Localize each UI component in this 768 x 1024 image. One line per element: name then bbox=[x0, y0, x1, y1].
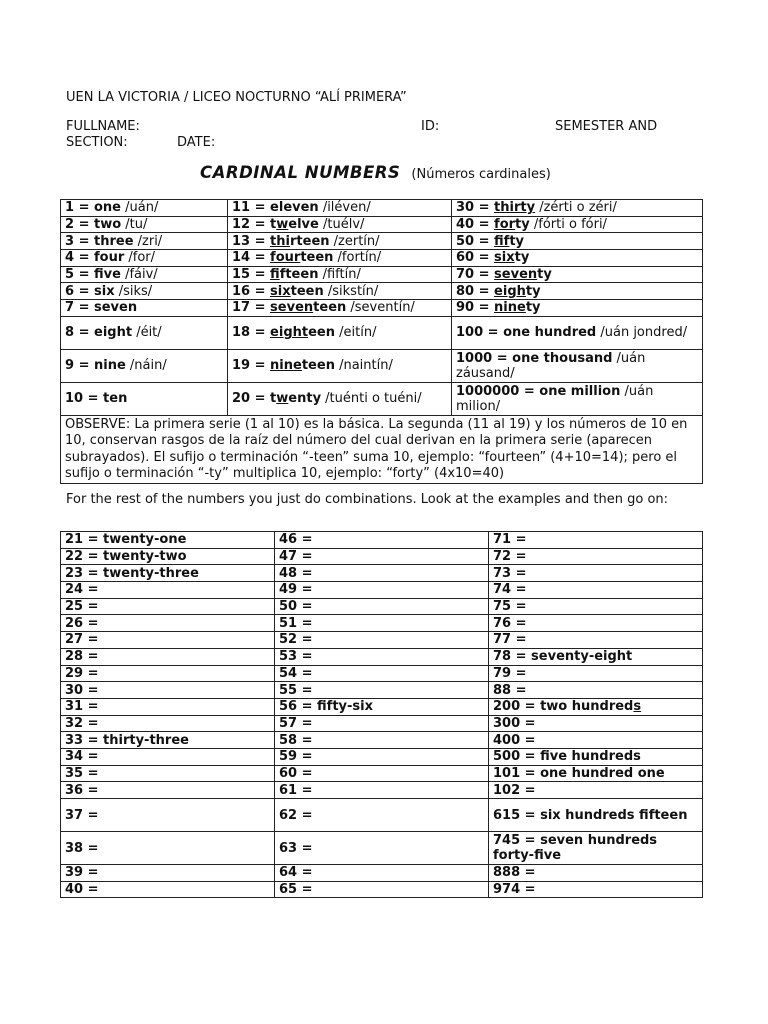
exercise-cell bbox=[275, 682, 489, 699]
number-value: 10 = bbox=[65, 391, 104, 407]
number-word: four bbox=[94, 250, 125, 266]
number-word: thirty bbox=[494, 200, 536, 216]
pronunciation: /uán milion/ bbox=[456, 383, 654, 414]
number-value: 17 = bbox=[232, 300, 271, 316]
exercise-text: 25 = bbox=[65, 599, 99, 615]
exercise-text: 21 = twenty-one bbox=[65, 532, 187, 548]
observe-note: OBSERVE: La primera serie (1 al 10) es la básica. La segunda (11 al 19) y los números de 10 en 10, conservan rasgos de la raíz del número del cual derivan en la primera serie (aparecen subrayados). El sufijo o terminación “-teen” suma 10, ejemplo: “fourteen” (4+10=14); pero el sufijo o terminación “-ty” multiplica 10, ejemplo: “forty” (4x10=40) bbox=[61, 415, 703, 483]
exercise-cell bbox=[489, 832, 703, 865]
exercise-cell bbox=[489, 565, 703, 582]
number-value: 12 = bbox=[232, 217, 271, 233]
number-cell bbox=[228, 216, 452, 233]
exercise-text: 58 = bbox=[279, 732, 313, 748]
number-word: twenty bbox=[270, 391, 322, 407]
pronunciation: /fortín/ bbox=[333, 250, 382, 266]
number-cell bbox=[61, 300, 228, 317]
exercise-cell bbox=[61, 532, 275, 549]
number-word: fifty bbox=[494, 233, 525, 249]
number-cell bbox=[228, 233, 452, 250]
exercise-text: 40 = bbox=[65, 882, 99, 898]
exercise-cell bbox=[489, 715, 703, 732]
exercise-cell bbox=[275, 615, 489, 632]
number-cell bbox=[452, 266, 703, 283]
pronunciation: /tu/ bbox=[121, 217, 148, 233]
exercise-text: 29 = bbox=[65, 665, 99, 681]
number-word: seven bbox=[94, 300, 138, 316]
exercise-cell bbox=[489, 532, 703, 549]
exercise-cell bbox=[275, 715, 489, 732]
exercise-text: 46 = bbox=[279, 532, 313, 548]
exercise-cell bbox=[489, 865, 703, 882]
number-word: sixty bbox=[494, 250, 530, 266]
exercise-cell bbox=[275, 765, 489, 782]
exercise-text: 32 = bbox=[65, 715, 99, 731]
exercise-cell bbox=[489, 748, 703, 765]
number-value: 6 = bbox=[65, 283, 94, 299]
number-value: 1000 = bbox=[456, 350, 513, 366]
exercise-cell bbox=[489, 582, 703, 599]
cardinal-numbers-table bbox=[60, 199, 703, 484]
number-word: sixteen bbox=[270, 283, 324, 299]
table-row bbox=[61, 349, 703, 382]
table-row bbox=[61, 216, 703, 233]
exercise-cell bbox=[489, 732, 703, 749]
exercise-cell bbox=[61, 832, 275, 865]
exercise-text: 22 = twenty-two bbox=[65, 549, 187, 565]
exercise-cell bbox=[61, 732, 275, 749]
table-row bbox=[61, 632, 703, 649]
pronunciation: /zri/ bbox=[133, 233, 163, 249]
exercise-text: 745 = seven hundreds forty-five bbox=[493, 833, 658, 863]
table-row bbox=[61, 832, 703, 865]
number-cell bbox=[228, 266, 452, 283]
exercise-cell bbox=[61, 615, 275, 632]
exercise-text: 24 = bbox=[65, 582, 99, 598]
exercise-cell bbox=[275, 782, 489, 799]
number-value: 40 = bbox=[456, 217, 495, 233]
exercise-text: 615 = six hundreds fifteen bbox=[493, 807, 688, 823]
number-cell bbox=[61, 316, 228, 349]
exercise-text: 31 = bbox=[65, 699, 99, 715]
pronunciation: /naintín/ bbox=[334, 358, 393, 374]
number-value: 7 = bbox=[65, 300, 94, 316]
exercise-text: 48 = bbox=[279, 565, 313, 581]
number-value: 100 = bbox=[456, 325, 504, 341]
number-value: 30 = bbox=[456, 200, 495, 216]
exercise-text: 52 = bbox=[279, 632, 313, 648]
number-cell bbox=[228, 349, 452, 382]
number-word: twelve bbox=[270, 217, 319, 233]
exercise-cell bbox=[275, 732, 489, 749]
date-label: DATE: bbox=[177, 135, 216, 150]
number-cell bbox=[61, 250, 228, 267]
table-row bbox=[61, 881, 703, 898]
number-cell bbox=[452, 233, 703, 250]
pronunciation: /fórti o fóri/ bbox=[529, 217, 607, 233]
number-cell bbox=[452, 382, 703, 415]
exercise-cell bbox=[61, 865, 275, 882]
exercise-text: 50 = bbox=[279, 599, 313, 615]
exercise-cell bbox=[489, 698, 703, 715]
table-row bbox=[61, 665, 703, 682]
exercise-cell bbox=[489, 648, 703, 665]
number-cell bbox=[452, 200, 703, 217]
exercise-cell bbox=[61, 582, 275, 599]
table-row bbox=[61, 615, 703, 632]
exercise-text: 73 = bbox=[493, 565, 527, 581]
number-cell bbox=[452, 316, 703, 349]
table-row bbox=[61, 548, 703, 565]
exercise-text: 23 = twenty-three bbox=[65, 565, 199, 581]
number-cell bbox=[61, 283, 228, 300]
exercise-cell bbox=[61, 748, 275, 765]
pronunciation: /zertín/ bbox=[329, 233, 380, 249]
table-row bbox=[61, 765, 703, 782]
pronunciation: /iléven/ bbox=[318, 200, 371, 216]
exercise-text: 35 = bbox=[65, 765, 99, 781]
exercise-cell bbox=[61, 782, 275, 799]
table-row bbox=[61, 532, 703, 549]
exercise-text: 56 = fifty-six bbox=[279, 699, 373, 715]
exercise-cell bbox=[489, 615, 703, 632]
number-value: 14 = bbox=[232, 250, 271, 266]
number-cell bbox=[228, 200, 452, 217]
exercise-cell bbox=[275, 799, 489, 832]
observe-row bbox=[61, 415, 703, 483]
number-cell bbox=[452, 349, 703, 382]
exercise-text: 30 = bbox=[65, 682, 99, 698]
number-cell bbox=[61, 382, 228, 415]
exercise-text: 27 = bbox=[65, 632, 99, 648]
table-row bbox=[61, 382, 703, 415]
number-cell bbox=[228, 300, 452, 317]
number-value: 70 = bbox=[456, 267, 495, 283]
exercise-cell bbox=[489, 665, 703, 682]
number-value: 13 = bbox=[232, 233, 271, 249]
exercise-text: 49 = bbox=[279, 582, 313, 598]
number-word: three bbox=[94, 233, 134, 249]
exercise-cell bbox=[275, 548, 489, 565]
table-row bbox=[61, 782, 703, 799]
exercise-text: 60 = bbox=[279, 765, 313, 781]
exercise-text: 500 = five hundreds bbox=[493, 749, 641, 765]
number-word: seventy bbox=[494, 267, 552, 283]
number-cell bbox=[228, 283, 452, 300]
exercise-text: 300 = bbox=[493, 715, 536, 731]
exercise-cell bbox=[275, 598, 489, 615]
exercise-cell bbox=[275, 881, 489, 898]
exercise-cell bbox=[275, 632, 489, 649]
exercise-cell bbox=[489, 548, 703, 565]
exercise-cell bbox=[489, 881, 703, 898]
number-word: five bbox=[94, 267, 121, 283]
exercise-text: 36 = bbox=[65, 782, 99, 798]
number-value: 18 = bbox=[232, 325, 271, 341]
table-row bbox=[61, 865, 703, 882]
page-title bbox=[200, 163, 551, 182]
number-value: 20 = bbox=[232, 391, 271, 407]
table-row bbox=[61, 283, 703, 300]
table-row bbox=[61, 715, 703, 732]
number-word: nine bbox=[94, 358, 126, 374]
school-heading: UEN LA VICTORIA / LICEO NOCTURNO “ALÍ PRIMERA” bbox=[66, 90, 407, 105]
table-row bbox=[61, 748, 703, 765]
exercise-cell bbox=[275, 582, 489, 599]
exercise-text: 200 = two hundreds bbox=[493, 699, 642, 715]
number-cell bbox=[61, 233, 228, 250]
number-value: 1 = bbox=[65, 200, 94, 216]
exercise-cell bbox=[61, 881, 275, 898]
exercise-text: 62 = bbox=[279, 807, 313, 823]
number-value: 8 = bbox=[65, 325, 94, 341]
title-main: CARDINAL NUMBERS bbox=[200, 163, 401, 182]
pronunciation: /tuénti o tuéni/ bbox=[321, 391, 422, 407]
number-word: seventeen bbox=[270, 300, 347, 316]
table-row bbox=[61, 250, 703, 267]
number-word: two bbox=[94, 217, 122, 233]
number-word: one thousand bbox=[512, 350, 613, 366]
pronunciation: /uán jondred/ bbox=[596, 325, 688, 341]
number-word: eighteen bbox=[270, 325, 335, 341]
number-cell bbox=[452, 283, 703, 300]
exercise-cell bbox=[275, 698, 489, 715]
exercise-text: 77 = bbox=[493, 632, 527, 648]
exercise-text: 28 = bbox=[65, 649, 99, 665]
exercise-cell bbox=[61, 799, 275, 832]
exercise-text: 72 = bbox=[493, 549, 527, 565]
number-word: ten bbox=[103, 391, 128, 407]
exercise-cell bbox=[61, 682, 275, 699]
exercise-cell bbox=[489, 682, 703, 699]
number-word: eleven bbox=[270, 200, 319, 216]
number-word: six bbox=[94, 283, 115, 299]
exercise-text: 53 = bbox=[279, 649, 313, 665]
number-value: 9 = bbox=[65, 358, 94, 374]
table-row bbox=[61, 316, 703, 349]
number-word: one bbox=[94, 200, 122, 216]
number-word: eight bbox=[94, 325, 133, 341]
exercise-text: 102 = bbox=[493, 782, 536, 798]
pronunciation: /zérti o zéri/ bbox=[535, 200, 617, 216]
exercise-text: 55 = bbox=[279, 682, 313, 698]
exercise-cell bbox=[275, 865, 489, 882]
pronunciation: /uán záusand/ bbox=[456, 350, 646, 381]
number-cell bbox=[452, 250, 703, 267]
number-cell bbox=[228, 316, 452, 349]
number-word: one hundred bbox=[503, 325, 597, 341]
pronunciation: /fáiv/ bbox=[120, 267, 158, 283]
pronunciation: /fiftín/ bbox=[318, 267, 361, 283]
exercise-text: 64 = bbox=[279, 865, 313, 881]
pronunciation: /uán/ bbox=[121, 200, 159, 216]
exercise-cell bbox=[61, 765, 275, 782]
table-row bbox=[61, 300, 703, 317]
exercise-text: 888 = bbox=[493, 865, 536, 881]
exercise-text: 59 = bbox=[279, 749, 313, 765]
exercise-cell bbox=[489, 598, 703, 615]
number-word: eighty bbox=[494, 283, 541, 299]
number-value: 60 = bbox=[456, 250, 495, 266]
table-row bbox=[61, 200, 703, 217]
pronunciation: /for/ bbox=[124, 250, 156, 266]
exercise-text: 974 = bbox=[493, 882, 536, 898]
exercise-cell bbox=[489, 799, 703, 832]
number-value: 4 = bbox=[65, 250, 94, 266]
number-value: 3 = bbox=[65, 233, 94, 249]
exercise-text: 39 = bbox=[65, 865, 99, 881]
number-value: 1000000 = bbox=[456, 383, 540, 399]
number-value: 11 = bbox=[232, 200, 271, 216]
exercise-text: 63 = bbox=[279, 840, 313, 856]
table-row bbox=[61, 266, 703, 283]
number-value: 50 = bbox=[456, 233, 495, 249]
section-label: SECTION: bbox=[66, 135, 128, 150]
exercise-text: 54 = bbox=[279, 665, 313, 681]
table-row bbox=[61, 233, 703, 250]
number-value: 19 = bbox=[232, 358, 271, 374]
exercise-text: 74 = bbox=[493, 582, 527, 598]
pronunciation: /náin/ bbox=[125, 358, 167, 374]
exercise-cell bbox=[275, 532, 489, 549]
exercise-text: 65 = bbox=[279, 882, 313, 898]
id-label: ID: bbox=[421, 119, 440, 134]
semester-label: SEMESTER AND bbox=[555, 119, 658, 134]
number-word: one million bbox=[539, 383, 621, 399]
number-cell bbox=[61, 266, 228, 283]
pronunciation: /siks/ bbox=[114, 283, 153, 299]
exercise-text: 47 = bbox=[279, 549, 313, 565]
exercise-text: 51 = bbox=[279, 615, 313, 631]
table-row bbox=[61, 582, 703, 599]
number-word: forty bbox=[494, 217, 530, 233]
exercise-cell bbox=[275, 648, 489, 665]
number-value: 5 = bbox=[65, 267, 94, 283]
table-row bbox=[61, 799, 703, 832]
exercise-text: 88 = bbox=[493, 682, 527, 698]
exercise-text: 26 = bbox=[65, 615, 99, 631]
exercise-text: 75 = bbox=[493, 599, 527, 615]
number-cell bbox=[61, 349, 228, 382]
exercise-cell bbox=[489, 632, 703, 649]
number-value: 2 = bbox=[65, 217, 94, 233]
exercise-cell bbox=[61, 565, 275, 582]
pronunciation: /eitín/ bbox=[335, 325, 377, 341]
exercise-cell bbox=[61, 665, 275, 682]
exercise-text: 71 = bbox=[493, 532, 527, 548]
exercise-text: 101 = one hundred one bbox=[493, 765, 665, 781]
number-value: 80 = bbox=[456, 283, 495, 299]
table-row bbox=[61, 598, 703, 615]
fullname-label: FULLNAME: bbox=[66, 119, 140, 134]
table-row bbox=[61, 565, 703, 582]
exercise-cell bbox=[61, 648, 275, 665]
number-word: fifteen bbox=[270, 267, 319, 283]
pronunciation: /seventín/ bbox=[346, 300, 415, 316]
exercise-table bbox=[60, 531, 703, 898]
number-cell bbox=[61, 200, 228, 217]
number-value: 15 = bbox=[232, 267, 271, 283]
exercise-cell bbox=[61, 698, 275, 715]
instructions-text: For the rest of the numbers you just do combinations. Look at the examples and then go on: bbox=[66, 492, 669, 507]
number-word: ninety bbox=[494, 300, 541, 316]
pronunciation: /éit/ bbox=[132, 325, 162, 341]
number-cell bbox=[61, 216, 228, 233]
number-cell bbox=[228, 250, 452, 267]
exercise-cell bbox=[489, 782, 703, 799]
exercise-text: 400 = bbox=[493, 732, 536, 748]
table-row bbox=[61, 732, 703, 749]
number-cell bbox=[228, 382, 452, 415]
number-value: 16 = bbox=[232, 283, 271, 299]
exercise-cell bbox=[61, 548, 275, 565]
table-row bbox=[61, 648, 703, 665]
number-word: nineteen bbox=[270, 358, 335, 374]
pronunciation: /sikstín/ bbox=[323, 283, 379, 299]
number-cell bbox=[452, 216, 703, 233]
number-value: 90 = bbox=[456, 300, 495, 316]
exercise-text: 33 = thirty-three bbox=[65, 732, 189, 748]
exercise-cell bbox=[275, 565, 489, 582]
exercise-text: 38 = bbox=[65, 840, 99, 856]
title-subtitle: (Números cardinales) bbox=[411, 167, 551, 182]
exercise-cell bbox=[61, 715, 275, 732]
exercise-cell bbox=[275, 665, 489, 682]
exercise-cell bbox=[61, 632, 275, 649]
exercise-text: 37 = bbox=[65, 807, 99, 823]
table-row bbox=[61, 698, 703, 715]
exercise-cell bbox=[275, 748, 489, 765]
exercise-cell bbox=[275, 832, 489, 865]
number-word: fourteen bbox=[270, 250, 334, 266]
table-row bbox=[61, 682, 703, 699]
number-word: thirteen bbox=[270, 233, 330, 249]
exercise-text: 34 = bbox=[65, 749, 99, 765]
exercise-text: 57 = bbox=[279, 715, 313, 731]
exercise-text: 61 = bbox=[279, 782, 313, 798]
exercise-text: 76 = bbox=[493, 615, 527, 631]
exercise-cell bbox=[489, 765, 703, 782]
number-cell bbox=[452, 300, 703, 317]
pronunciation: /tuélv/ bbox=[318, 217, 365, 233]
exercise-text: 79 = bbox=[493, 665, 527, 681]
exercise-text: 78 = seventy-eight bbox=[493, 649, 633, 665]
exercise-cell bbox=[61, 598, 275, 615]
